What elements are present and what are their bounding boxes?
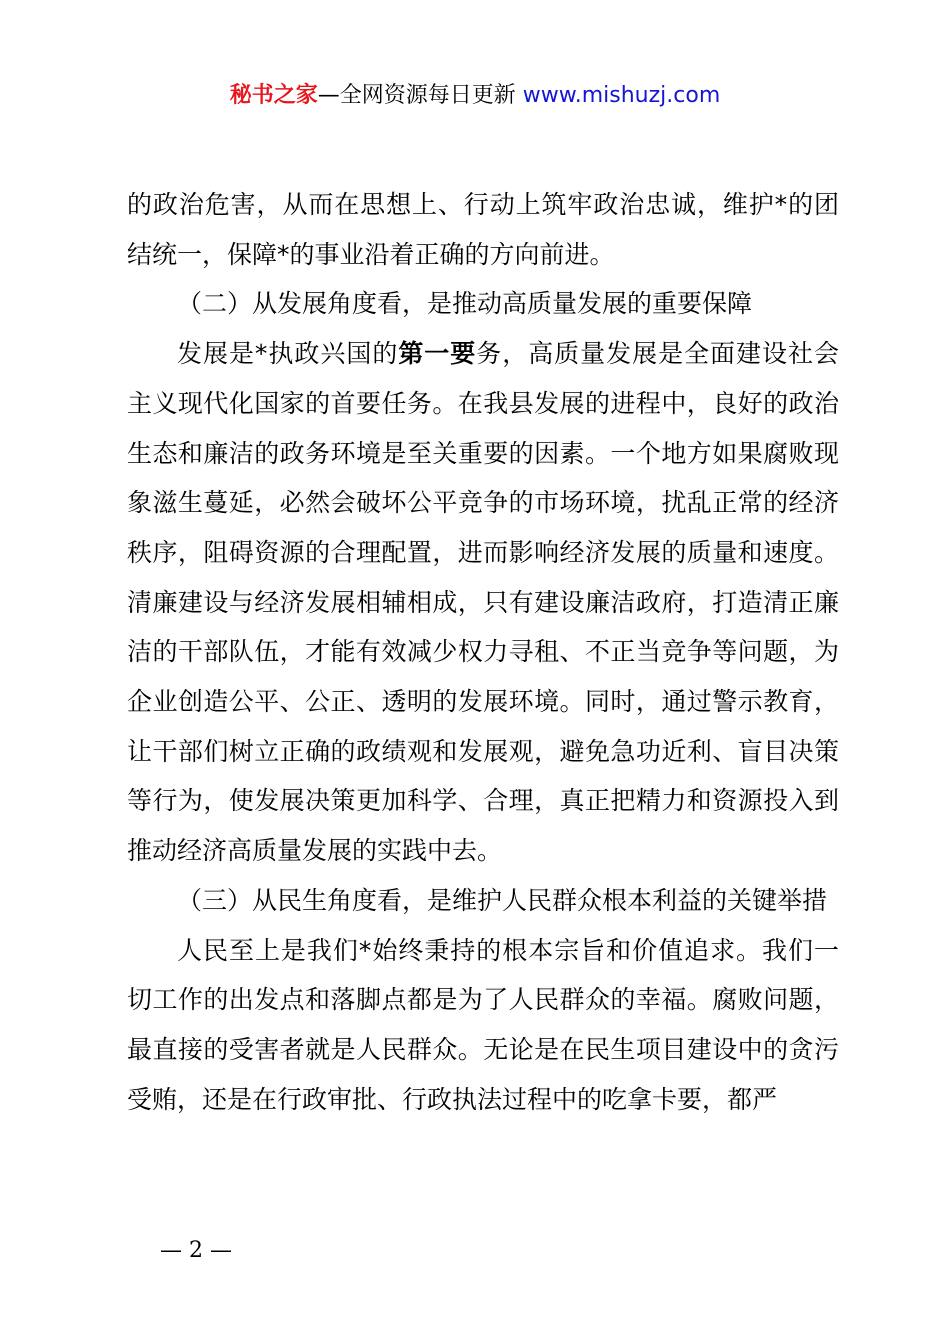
paragraph-livelihood: 人民至上是我们*始终秉持的根本宗旨和价值追求。我们一切工作的出发点和落脚点都是为了人民群众的幸福。腐败问题，最直接的受害者就是人民群众。无论是在民生项目建设中的贪污受贿，还是在行政审批、行政执法过程中的吃拿卡要，都严 <box>127 935 839 1114</box>
paragraph-development <box>127 329 839 876</box>
site-url-link[interactable]: www.mishuzj.com <box>522 83 721 108</box>
paragraph-text: 发展是*执政兴国的 <box>177 339 399 369</box>
paragraph-text: 务，高质量发展是全面建设社会主义现代化国家的首要任务。在我县发展的进程中，良好的政治生态和廉洁的政务环境是至关重要的因素。一个地方如果腐败现象滋生蔓延，必然会破坏公平竞争的市场环境，扰乱正常的经济秩序，阻碍资源的合理配置，进而影响经济发展的质量和速度。清廉建设与经济发展相辅相成，只有建设廉洁政府，打造清正廉洁的干部队伍，才能有效减少权力寻租、不正当竞争等问题，为企业创造公平、公正、透明的发展环境。同时，通过警示教育，让干部们树立正确的政绩观和发展观，避免急功近利、盲目决策等行为，使发展决策更加科学、合理，真正把精力和资源投入到推动经济高质量发展的实践中去。 <box>127 339 839 866</box>
bold-text: 第一要 <box>398 339 477 369</box>
section-heading-3: （三）从民生角度看，是维护人民群众根本利益的关键举措 <box>177 885 828 915</box>
site-header <box>0 80 950 112</box>
section-heading-2: （二）从发展角度看，是推动高质量发展的重要保障 <box>177 289 753 319</box>
brand-name: 秘书之家 <box>229 83 318 108</box>
document-body <box>127 180 839 1124</box>
paragraph-continued: 的政治危害，从而在思想上、行动上筑牢政治忠诚，维护*的团结统一，保障*的事业沿着正确的方向前进。 <box>127 190 839 269</box>
tagline: —全网资源每日更新 <box>317 83 523 108</box>
page-number: — 2 — <box>160 1238 232 1263</box>
